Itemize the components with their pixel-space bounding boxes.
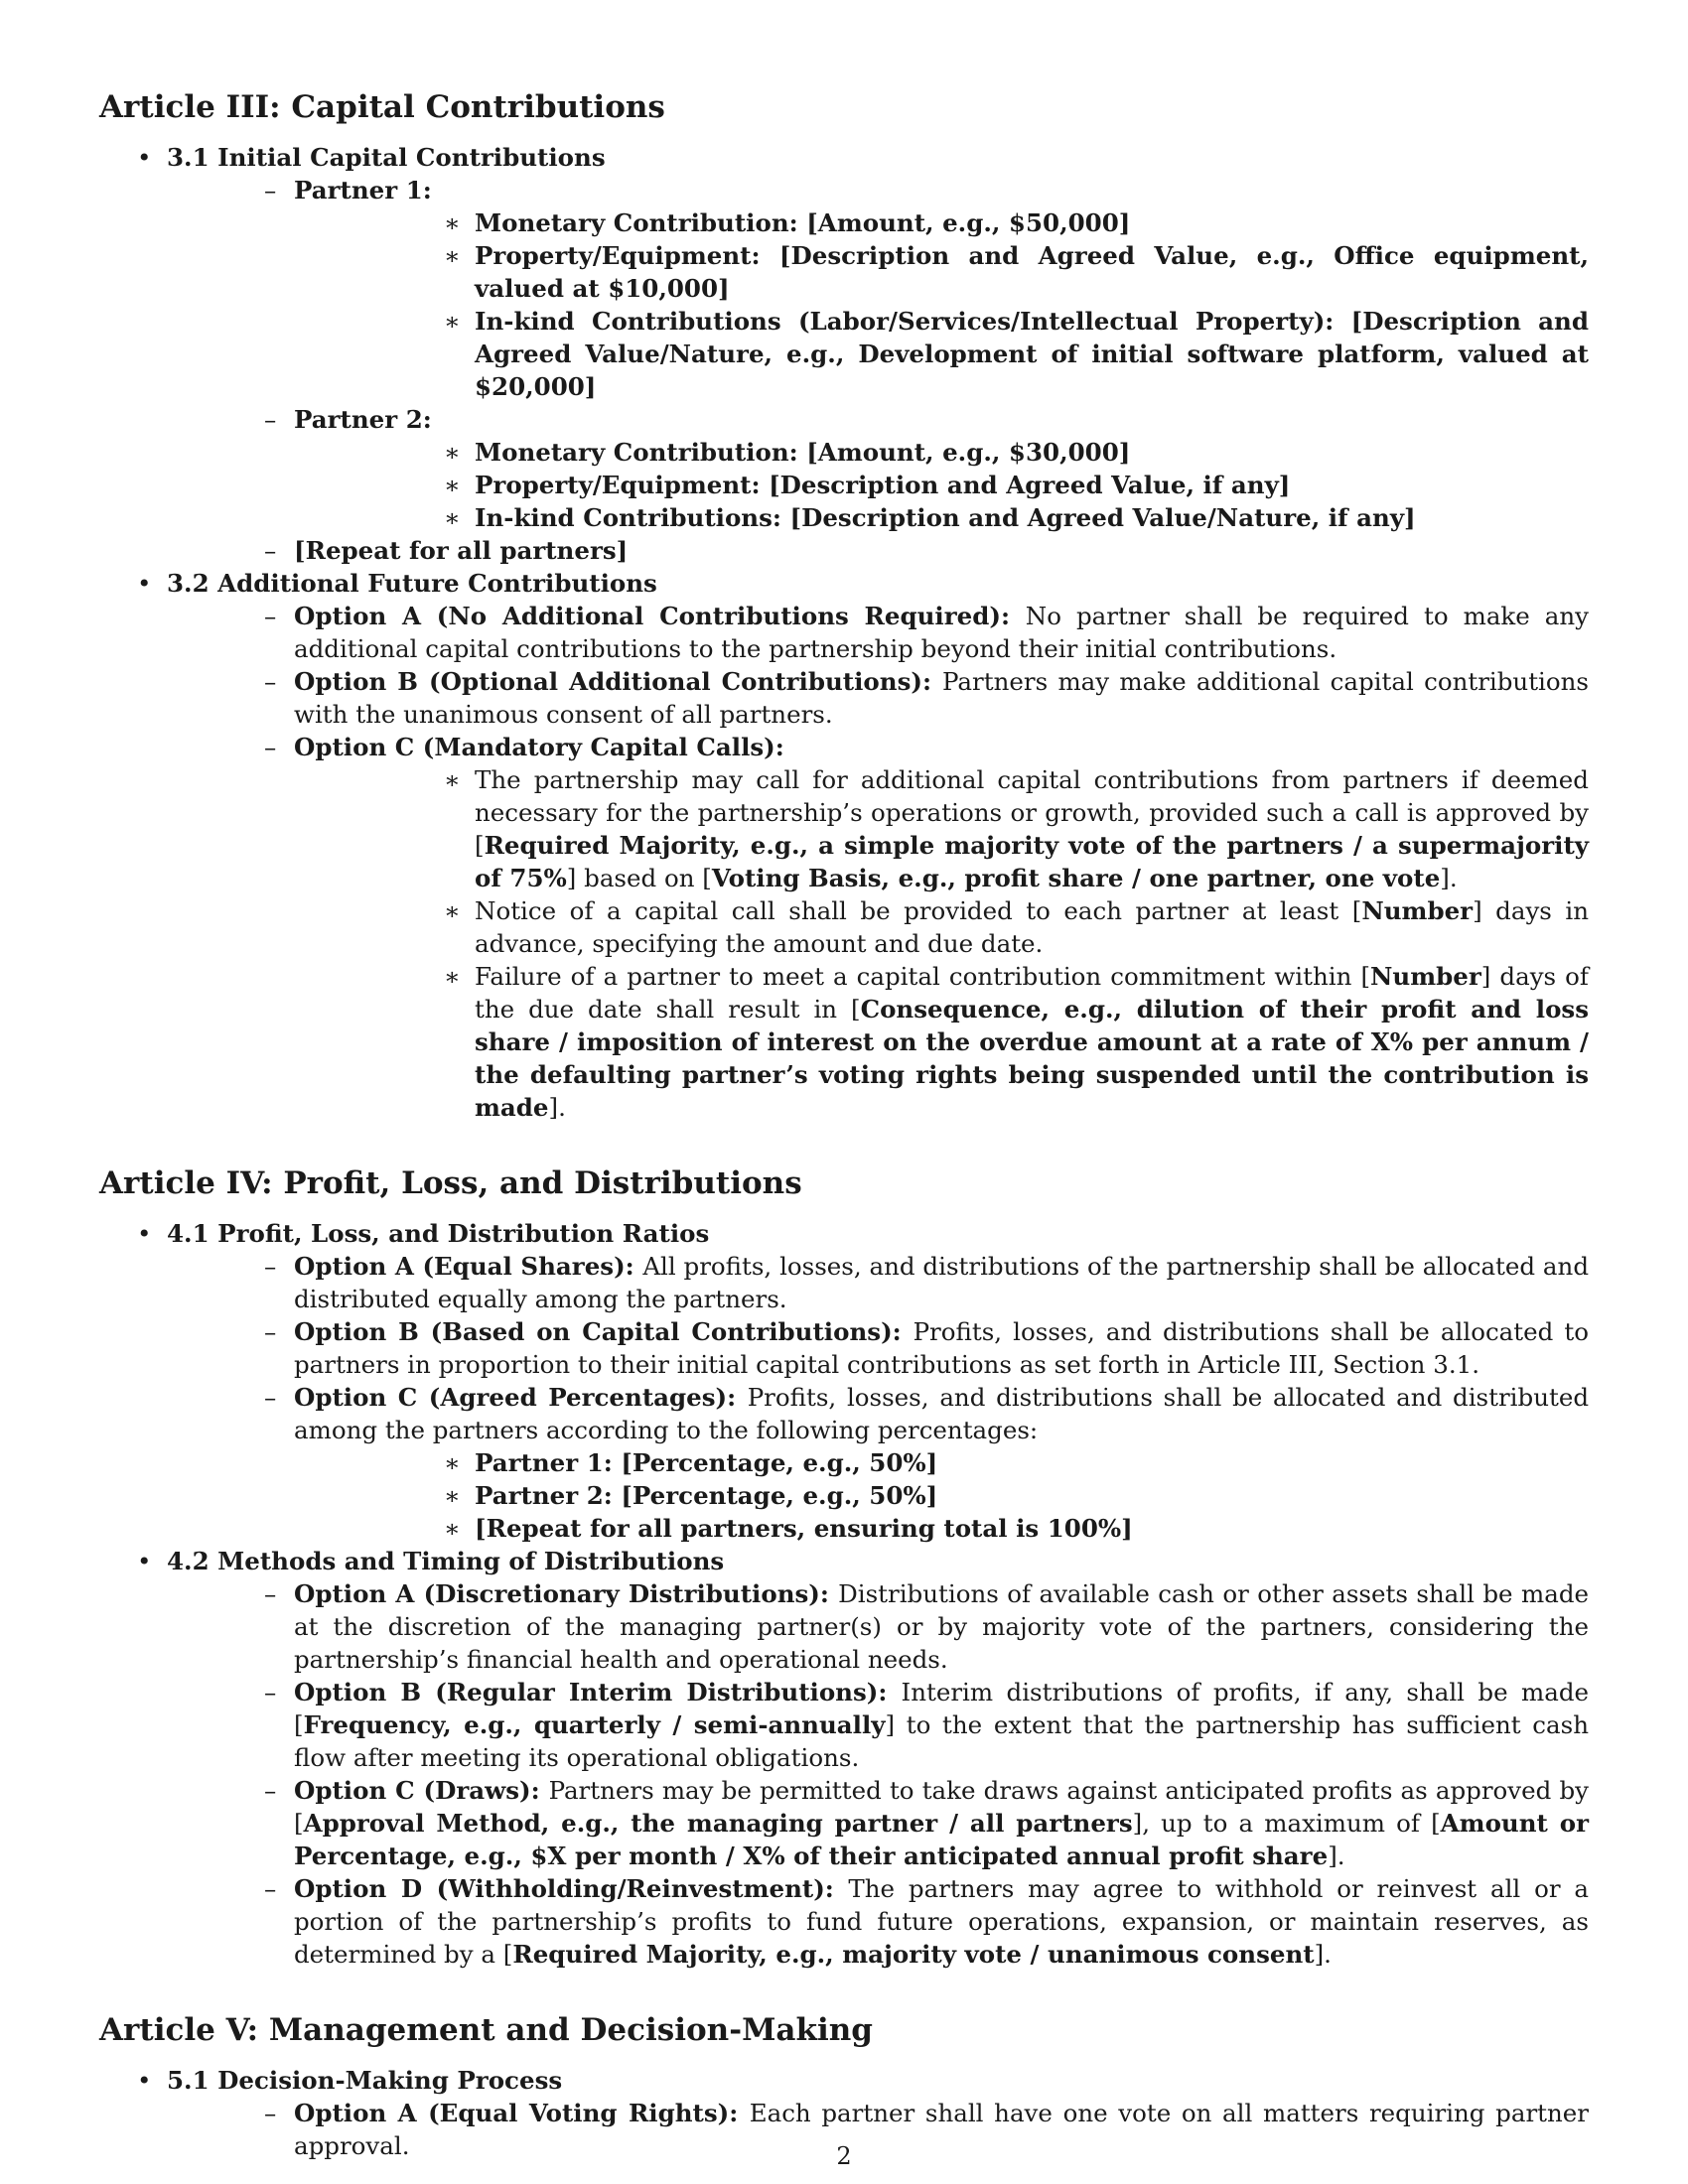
- page-number: 2: [836, 2142, 852, 2170]
- partner-1-label: Partner 1:: [294, 176, 432, 205]
- p1-inkind: ∗ In-kind Contributions (Labor/Services/Intellectual Property): [Description and Agreed Value/Nature, e.g., Development of initial software platform, valued at $20,000]: [444, 307, 1589, 401]
- section-4-1: • 4.1 Profit, Loss, and Distribution Ratios – Option A (Equal Shares): All profits, losses, and distributions of the partnership shall be allocated and distributed equally among the partners. – Option B (Based on Capital Contributions): Profits, losses, and distributions shall be allocated to partners in proportion to their initial capital contributions as set forth in Article III, Section 3.1. – Option C (Agreed Percentages): Profits, losses, and distributions shall be allocated and distributed among the partners according to the following percentages: ∗ Partner 1: [Percentage, e.g., 50%] ∗ Partner 2: [Percentage, e.g., 50%] ∗ [Repeat for all partners, ensuring total is 100%]: [137, 1219, 1590, 1543]
- p1-property: ∗ Property/Equipment: [Description and Agreed Value, e.g., Office equipment, valued at $10,000]: [444, 241, 1589, 303]
- p2-property: ∗ Property/Equipment: [Description and Agreed Value, if any]: [444, 471, 1291, 499]
- option-c-mandatory: – Option C (Mandatory Capital Calls): ∗ The partnership may call for additional capital contributions from partners if deemed necessary for the partnership’s operations or growth, provided such a call is approved by [Required Majority, e.g., a simple majority vote of the partners / a supermajority of 75%] based on [Voting Basis, e.g., profit share / one partner, one vote]. ∗ Notice of a capital call shall be provided to each partner at least [Number] days in advance, specifying the amount and due date. ∗ Failure of a partner to meet a capital contribution commitment within [Number] days of the due date shall result in [Consequence, e.g., dilution of their profit and loss share / imposition of interest on the overdue amount at a rate of X% per annum / the defaulting partner’s voting rights being suspended until the contribution is made].: [264, 733, 1590, 1122]
- option-b-capital-based: – Option B (Based on Capital Contributions): Profits, losses, and distributions shall be allocated to partners in proportion to their initial capital contributions as set forth in Article III, Section 3.1.: [264, 1317, 1590, 1379]
- article-3-heading: Article III: Capital Contributions: [99, 89, 665, 125]
- article-3-list: [99, 141, 1589, 1124]
- section-3-1: [99, 141, 1589, 567]
- repeat-partners: – [Repeat for all partners]: [264, 536, 629, 565]
- partner-1-item: [167, 174, 1589, 403]
- option-a-equal-voting: – Option A (Equal Voting Rights): Each partner shall have one vote on all matters requiring partner approval.: [264, 2099, 1589, 2160]
- percentage-partner-1: ∗ Partner 1: [Percentage, e.g., 50%]: [444, 1448, 938, 1477]
- section-4-2-heading: 4.2 Methods and Timing of Distributions: [167, 1547, 725, 1575]
- capital-call-failure: ∗ Failure of a partner to meet a capital contribution commitment within [Number] days of the due date shall result in [Consequence, e.g., dilution of their profit and loss share / imposition of interest on the overdue amount at a rate of X% per annum / the defaulting partner’s voting rights being suspended until the contribution is made].: [444, 962, 1590, 1122]
- section-3-1-heading: 3.1 Initial Capital Contributions: [167, 143, 606, 172]
- capital-call-notice: ∗ Notice of a capital call shall be provided to each partner at least [Number] days in advance, specifying the amount and due date.: [444, 896, 1589, 958]
- capital-call-approval: ∗ The partnership may call for additional capital contributions from partners if deemed necessary for the partnership’s operations or growth, provided such a call is approved by [Required Majority, e.g., a simple majority vote of the partners / a supermajority of 75%] based on [Voting Basis, e.g., profit share / one partner, one vote].: [444, 765, 1589, 892]
- p2-inkind: ∗ In-kind Contributions: [Description and Agreed Value/Nature, if any]: [444, 503, 1416, 532]
- section-3-2: [99, 567, 1589, 1124]
- section-5-1: • 5.1 Decision-Making Process – Option A (Equal Voting Rights): Each partner shall have one vote on all matters requiring partner approval.: [137, 2066, 1589, 2160]
- article-5-heading: Article V: Management and Decision-Making: [99, 2012, 873, 2048]
- section-4-1-heading: 4.1 Profit, Loss, and Distribution Ratios: [167, 1219, 710, 1248]
- option-c-draws: – Option C (Draws): Partners may be permitted to take draws against anticipated profits as approved by [Approval Method, e.g., the managing partner / all partners], up to a maximum of [Amount or Percentage, e.g., $X per month / X% of their anticipated annual profit share].: [264, 1776, 1590, 1870]
- option-b-optional: – Option B (Optional Additional Contributions): Partners may make additional capital contributions with the unanimous consent of all partners.: [264, 667, 1589, 729]
- p2-monetary: ∗ Monetary Contribution: [Amount, e.g., $30,000]: [444, 438, 1131, 467]
- option-d-withholding: – Option D (Withholding/Reinvestment): The partners may agree to withhold or reinvest all or a portion of the partnership’s profits to fund future operations, expansion, or maintain reserves, as determined by a [Required Majority, e.g., majority vote / unanimous consent].: [264, 1874, 1589, 1969]
- bullet-marker: •: [137, 143, 152, 172]
- option-a-no-additional: – Option A (No Additional Contributions Required): No partner shall be required to make any additional capital contributions to the partnership beyond their initial contributions.: [264, 602, 1590, 663]
- partner-2-item: [167, 403, 1589, 534]
- option-c-agreed-percentages: – Option C (Agreed Percentages): Profits, losses, and distributions shall be allocated and distributed among the partners according to the following percentages: ∗ Partner 1: [Percentage, e.g., 50%] ∗ Partner 2: [Percentage, e.g., 50%] ∗ [Repeat for all partners, ensuring total is 100%]: [264, 1383, 1590, 1543]
- percentage-partner-2: ∗ Partner 2: [Percentage, e.g., 50%]: [444, 1481, 938, 1510]
- percentage-repeat: ∗ [Repeat for all partners, ensuring total is 100%]: [444, 1514, 1133, 1543]
- partner-2-label: Partner 2:: [294, 405, 432, 434]
- section-3-2-heading: 3.2 Additional Future Contributions: [167, 569, 657, 598]
- option-b-interim: – Option B (Regular Interim Distributions): Interim distributions of profits, if any, shall be made [Frequency, e.g., quarterly / semi-annually] to the extent that the partnership has sufficient cash flow after meeting its operational obligations.: [264, 1678, 1589, 1772]
- article-4-heading: Article IV: Profit, Loss, and Distributions: [99, 1165, 802, 1201]
- dash-marker: –: [264, 176, 277, 205]
- section-5-1-heading: 5.1 Decision-Making Process: [167, 2066, 563, 2095]
- p1-monetary: ∗ Monetary Contribution: [Amount, e.g., $50,000]: [444, 208, 1131, 237]
- option-a-equal-shares: – Option A (Equal Shares): All profits, losses, and distributions of the partnership shall be allocated and distributed equally among the partners.: [264, 1252, 1589, 1313]
- section-4-2: • 4.2 Methods and Timing of Distributions – Option A (Discretionary Distributions): Distributions of available cash or other assets shall be made at the discretion of the managing partner(s) or by majority vote of the partners, considering the partnership’s financial health and operational needs. – Option B (Regular Interim Distributions): Interim distributions of profits, if any, shall be made [Frequency, e.g., quarterly / semi-annually] to the extent that the partnership has sufficient cash flow after meeting its operational obligations. – Option C (Draws): Partners may be permitted to take draws against anticipated profits as approved by [Approval Method, e.g., the managing partner / all partners], up to a maximum of [Amount or Percentage, e.g., $X per month / X% of their anticipated annual profit share]. – Option D (Withholding/Reinvestment): The partners may agree to withhold or reinvest all or a portion of the partnership’s profits to fund future operations, expansion, or maintain reserves, as determined by a [Required Majority, e.g., majority vote / unanimous consent].: [137, 1547, 1590, 1969]
- document-page: [99, 87, 1589, 2162]
- bullet-marker: •: [137, 569, 152, 598]
- article-4-list: [99, 1217, 1589, 1971]
- option-a-discretionary: – Option A (Discretionary Distributions): Distributions of available cash or other assets shall be made at the discretion of the managing partner(s) or by majority vote of the partners, considering the partnership’s financial health and operational needs.: [264, 1579, 1590, 1674]
- dash-marker: –: [264, 405, 277, 434]
